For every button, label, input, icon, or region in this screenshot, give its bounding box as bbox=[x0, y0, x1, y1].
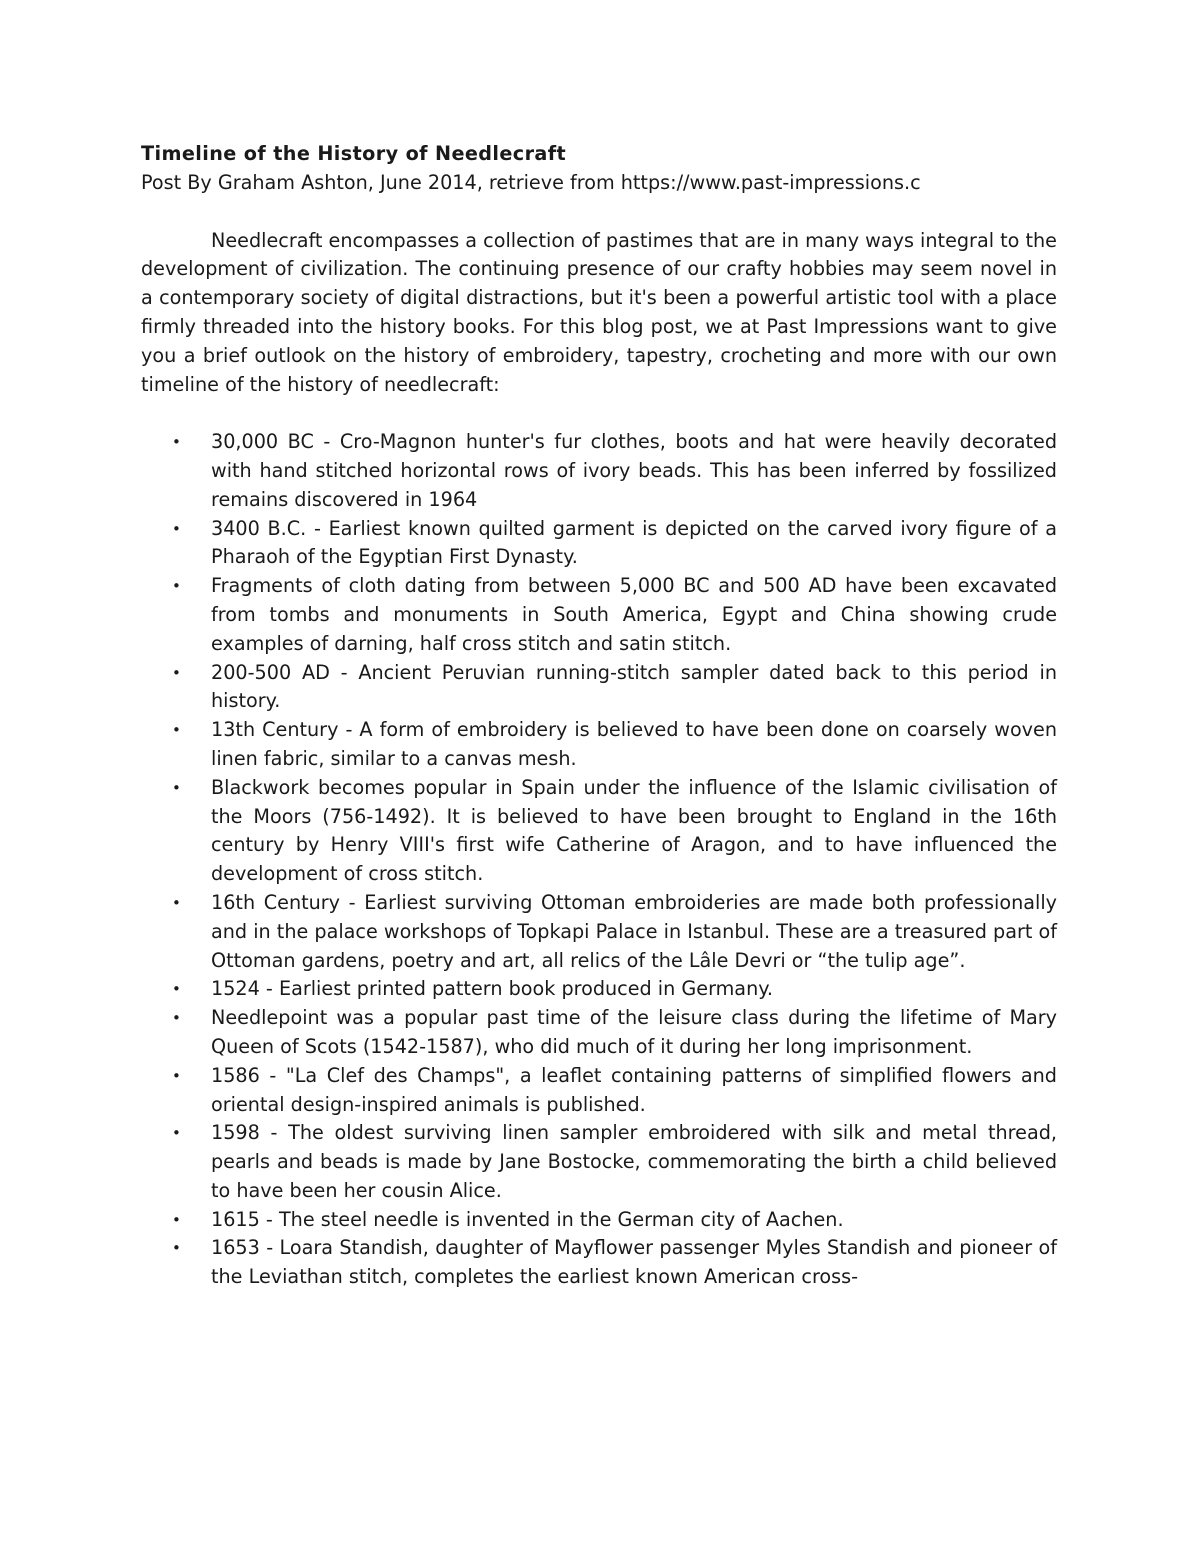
list-item bbox=[141, 515, 1057, 573]
list-item bbox=[141, 1004, 1057, 1062]
list-item bbox=[141, 1234, 1057, 1292]
timeline-list bbox=[141, 428, 1057, 1292]
bullet-icon: • bbox=[172, 778, 181, 797]
list-item-text: Blackwork becomes popular in Spain under the influence of the Islamic civilisation of the Moors (756-1492). It is believed to have been brought to England in the 16th century by Henry VIII's first wife Catherine of Aragon, and to have influenced the development of cross stitch. bbox=[211, 775, 1057, 886]
list-item bbox=[141, 716, 1057, 774]
blank-line bbox=[141, 198, 1057, 227]
list-item bbox=[141, 1062, 1057, 1120]
list-item bbox=[141, 1119, 1057, 1205]
list-item-text: 13th Century - A form of embroidery is believed to have been done on coarsely woven linen fabric, similar to a canvas mesh. bbox=[211, 718, 1057, 770]
list-item-text: 1598 - The oldest surviving linen sampler embroidered with silk and metal thread, pearls and beads is made by Jane Bostocke, commemorating the birth a child believed to have been her cousin Alice. bbox=[211, 1121, 1057, 1202]
list-item-text: 30,000 BC - Cro-Magnon hunter's fur clothes, boots and hat were heavily decorated with hand stitched horizontal rows of ivory beads. This has been inferred by fossilized remains discovered in 1964 bbox=[211, 430, 1057, 511]
list-item bbox=[141, 428, 1057, 514]
list-item bbox=[141, 1206, 1057, 1235]
list-item-text: Fragments of cloth dating from between 5,000 BC and 500 AD have been excavated from tombs and monuments in South America, Egypt and China showing crude examples of darning, half cross stitch and satin stitch. bbox=[211, 574, 1057, 655]
list-item-text: 1524 - Earliest printed pattern book produced in Germany. bbox=[211, 977, 773, 1001]
list-item-text: 16th Century - Earliest surviving Ottoman embroideries are made both professionally and in the palace workshops of Topkapi Palace in Istanbul. These are a treasured part of Ottoman gardens, poetry and art, all relics of the Lâle Devri or “the tulip age”. bbox=[211, 890, 1057, 972]
intro-paragraph: Needlecraft encompasses a collection of pastimes that are in many ways integral to the development of civilization. The continuing presence of our crafty hobbies may seem novel in a contemporary society of digital distractions, but it's been a powerful artistic tool with a place firmly threaded into the history books. For this blog post, we at Past Impressions want to give you a brief outlook on the history of embroidery, tapestry, crocheting and more with our own timeline of the history of needlecraft: bbox=[141, 228, 1057, 396]
bullet-icon: • bbox=[172, 1210, 181, 1229]
bullet-icon: • bbox=[172, 721, 181, 740]
blank-line bbox=[141, 399, 1057, 428]
list-item bbox=[141, 774, 1057, 889]
bullet-icon: • bbox=[172, 1009, 181, 1028]
bullet-icon: • bbox=[172, 519, 181, 538]
bullet-icon: • bbox=[172, 663, 181, 682]
list-item bbox=[141, 975, 1057, 1004]
list-item bbox=[141, 889, 1057, 975]
document-title: Timeline of the History of Needlecraft bbox=[141, 142, 567, 165]
list-item-text: 1586 - "La Clef des Champs", a leaflet containing patterns of simplified flowers and oriental design-inspired animals is published. bbox=[211, 1063, 1057, 1116]
bullet-icon: • bbox=[172, 1124, 181, 1143]
bullet-icon: • bbox=[172, 980, 181, 999]
list-item-text: 3400 B.C. - Earliest known quilted garment is depicted on the carved ivory figure of a Pharaoh of the Egyptian First Dynasty. bbox=[211, 516, 1057, 569]
bullet-icon: • bbox=[172, 577, 181, 596]
bullet-icon: • bbox=[172, 433, 181, 452]
bullet-icon: • bbox=[172, 1066, 181, 1085]
bullet-icon: • bbox=[172, 893, 181, 912]
list-item-text: Needlepoint was a popular past time of the leisure class during the lifetime of Mary Queen of Scots (1542-1587), who did much of it during her long imprisonment. bbox=[211, 1006, 1057, 1058]
bullet-icon: • bbox=[172, 1239, 181, 1258]
list-item-text: 1653 - Loara Standish, daughter of Mayflower passenger Myles Standish and pioneer of the Leviathan stitch, completes the earliest known American cross- bbox=[211, 1236, 1057, 1289]
list-item bbox=[141, 572, 1057, 658]
document-byline: Post By Graham Ashton, June 2014, retrieve from https://www.past-impressions.c bbox=[141, 171, 921, 194]
list-item bbox=[141, 659, 1057, 717]
list-item-text: 1615 - The steel needle is invented in the German city of Aachen. bbox=[211, 1207, 844, 1231]
list-item-text: 200-500 AD - Ancient Peruvian running-stitch sampler dated back to this period in history. bbox=[211, 660, 1057, 713]
document-page bbox=[141, 138, 1057, 1292]
